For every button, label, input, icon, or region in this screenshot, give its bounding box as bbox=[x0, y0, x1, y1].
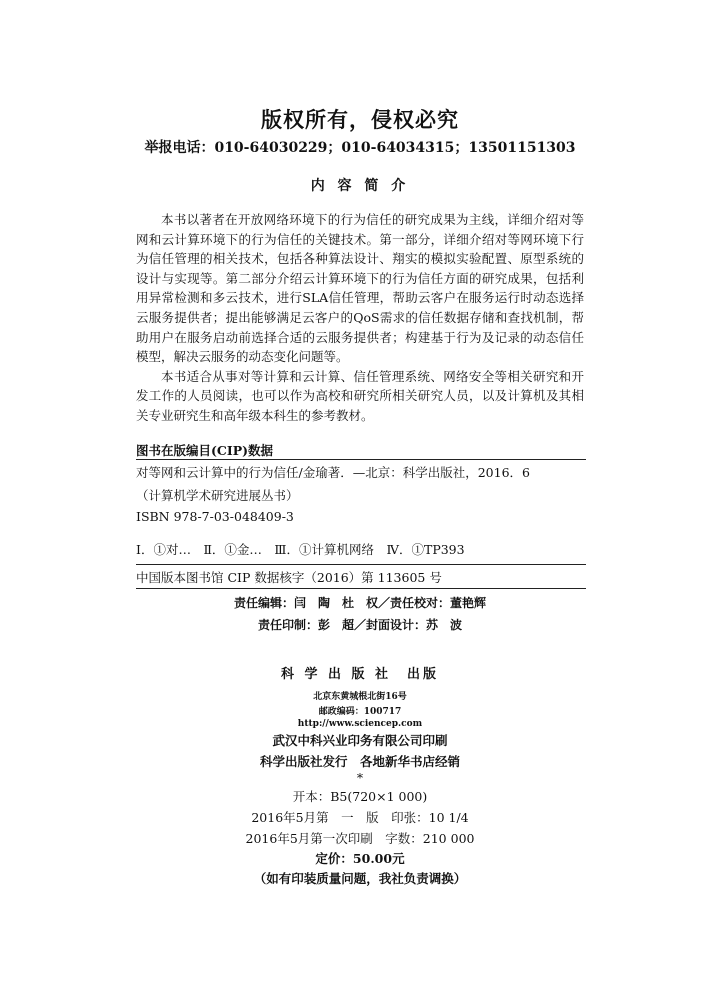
credits-row-editors: 责任编辑：闫 陶 杜 权／责任校对：董艳辉 bbox=[233, 596, 487, 610]
cip-top-rule bbox=[136, 459, 586, 460]
credits-row-production: 责任印制：彭 超／封面设计：苏 波 bbox=[257, 618, 463, 632]
proofreader-name: 董艳辉 bbox=[450, 596, 487, 610]
cip-record: 中国版本图书馆 CIP 数据核字（2016）第 113605 号 bbox=[136, 570, 442, 585]
cip-line: ISBN 978-7-03-048409-3 bbox=[136, 509, 294, 524]
price-line: 定价：50.00元 bbox=[315, 851, 405, 866]
format-line: 开本：B5(720×1 000) bbox=[292, 789, 428, 804]
cover-label: 封面设计： bbox=[366, 618, 427, 632]
cover-name: 苏 波 bbox=[426, 618, 463, 632]
separator-asterisk: * bbox=[356, 770, 364, 785]
distribution-line: 科学出版社发行 各地新华书店经销 bbox=[259, 754, 460, 769]
publisher-url: http://www.sciencep.com bbox=[297, 719, 423, 729]
summary-paragraph: 本书适合从事对等计算和云计算、信任管理系统、网络安全等相关研究和开发工作的人员阅读，也可以作为高校和研究所相关研究人员，以及计算机及其相关专业研究生和高年级本科生的参考教材。 bbox=[136, 368, 584, 423]
quality-notice: （如有印装质量问题，我社负责调换） bbox=[253, 871, 467, 886]
editor-names: 闫 陶 杜 权 bbox=[293, 596, 378, 610]
printing-name: 彭 超 bbox=[317, 618, 354, 632]
editor-label: 责任编辑： bbox=[233, 596, 294, 610]
printing-line: 2016年5月第一次印刷 字数：210 000 bbox=[245, 831, 475, 846]
cip-line: （计算机学术研究进展丛书） bbox=[136, 488, 299, 503]
cip-line: 对等网和云计算中的行为信任/金瑜著．—北京：科学出版社，2016．6 bbox=[136, 465, 530, 480]
cip-bottom-rule bbox=[136, 564, 586, 565]
edition-line: 2016年5月第 一 版 印张：10 1/4 bbox=[251, 810, 469, 825]
report-hotline: 举报电话：010-64030229；010-64034315；13501151303 bbox=[144, 140, 576, 156]
proofreader-label: 责任校对： bbox=[390, 596, 451, 610]
cip-heading: 图书在版编目(CIP)数据 bbox=[136, 443, 274, 458]
summary-heading: 内 容 简 介 bbox=[310, 178, 410, 194]
printer-name: 武汉中科兴业印务有限公司印刷 bbox=[272, 733, 448, 748]
summary-body bbox=[136, 210, 584, 426]
publisher-postcode: 邮政编码：100717 bbox=[318, 707, 402, 717]
cip-line: Ⅰ．①对… Ⅱ．①金… Ⅲ．①计算机网络 Ⅳ．①TP393 bbox=[136, 542, 465, 557]
printing-label: 责任印制： bbox=[257, 618, 318, 632]
copyright-title: 版权所有，侵权必究 bbox=[261, 107, 459, 132]
summary-paragraph: 本书以著者在开放网络环境下的行为信任的研究成果为主线，详细介绍对等网和云计算环境下的行为信任的关键技术。第一部分，详细介绍对等网环境下行为信任管理的相关技术，包括各种算法设计、翔实的模拟实验配置、原型系统的设计与实现等。第二部分介绍云计算环境下的行为信任方面的研究成果，包括利用异常检测和多云技术，进行SLA信任管理，帮助云客户在服务运行时动态选择云服务提供者；提出能够满足云客户的QoS需求的信任数据存储和查找机制，帮助用户在服务启动前选择合适的云服务提供者；构建基于行为及记录的动态信任模型，解决云服务的动态变化问题等。 bbox=[136, 212, 584, 365]
cip-end-rule bbox=[136, 588, 586, 589]
publisher-name: 科 学 出 版 社 出版 bbox=[280, 667, 440, 682]
publisher-address: 北京东黄城根北街16号 bbox=[313, 692, 407, 702]
